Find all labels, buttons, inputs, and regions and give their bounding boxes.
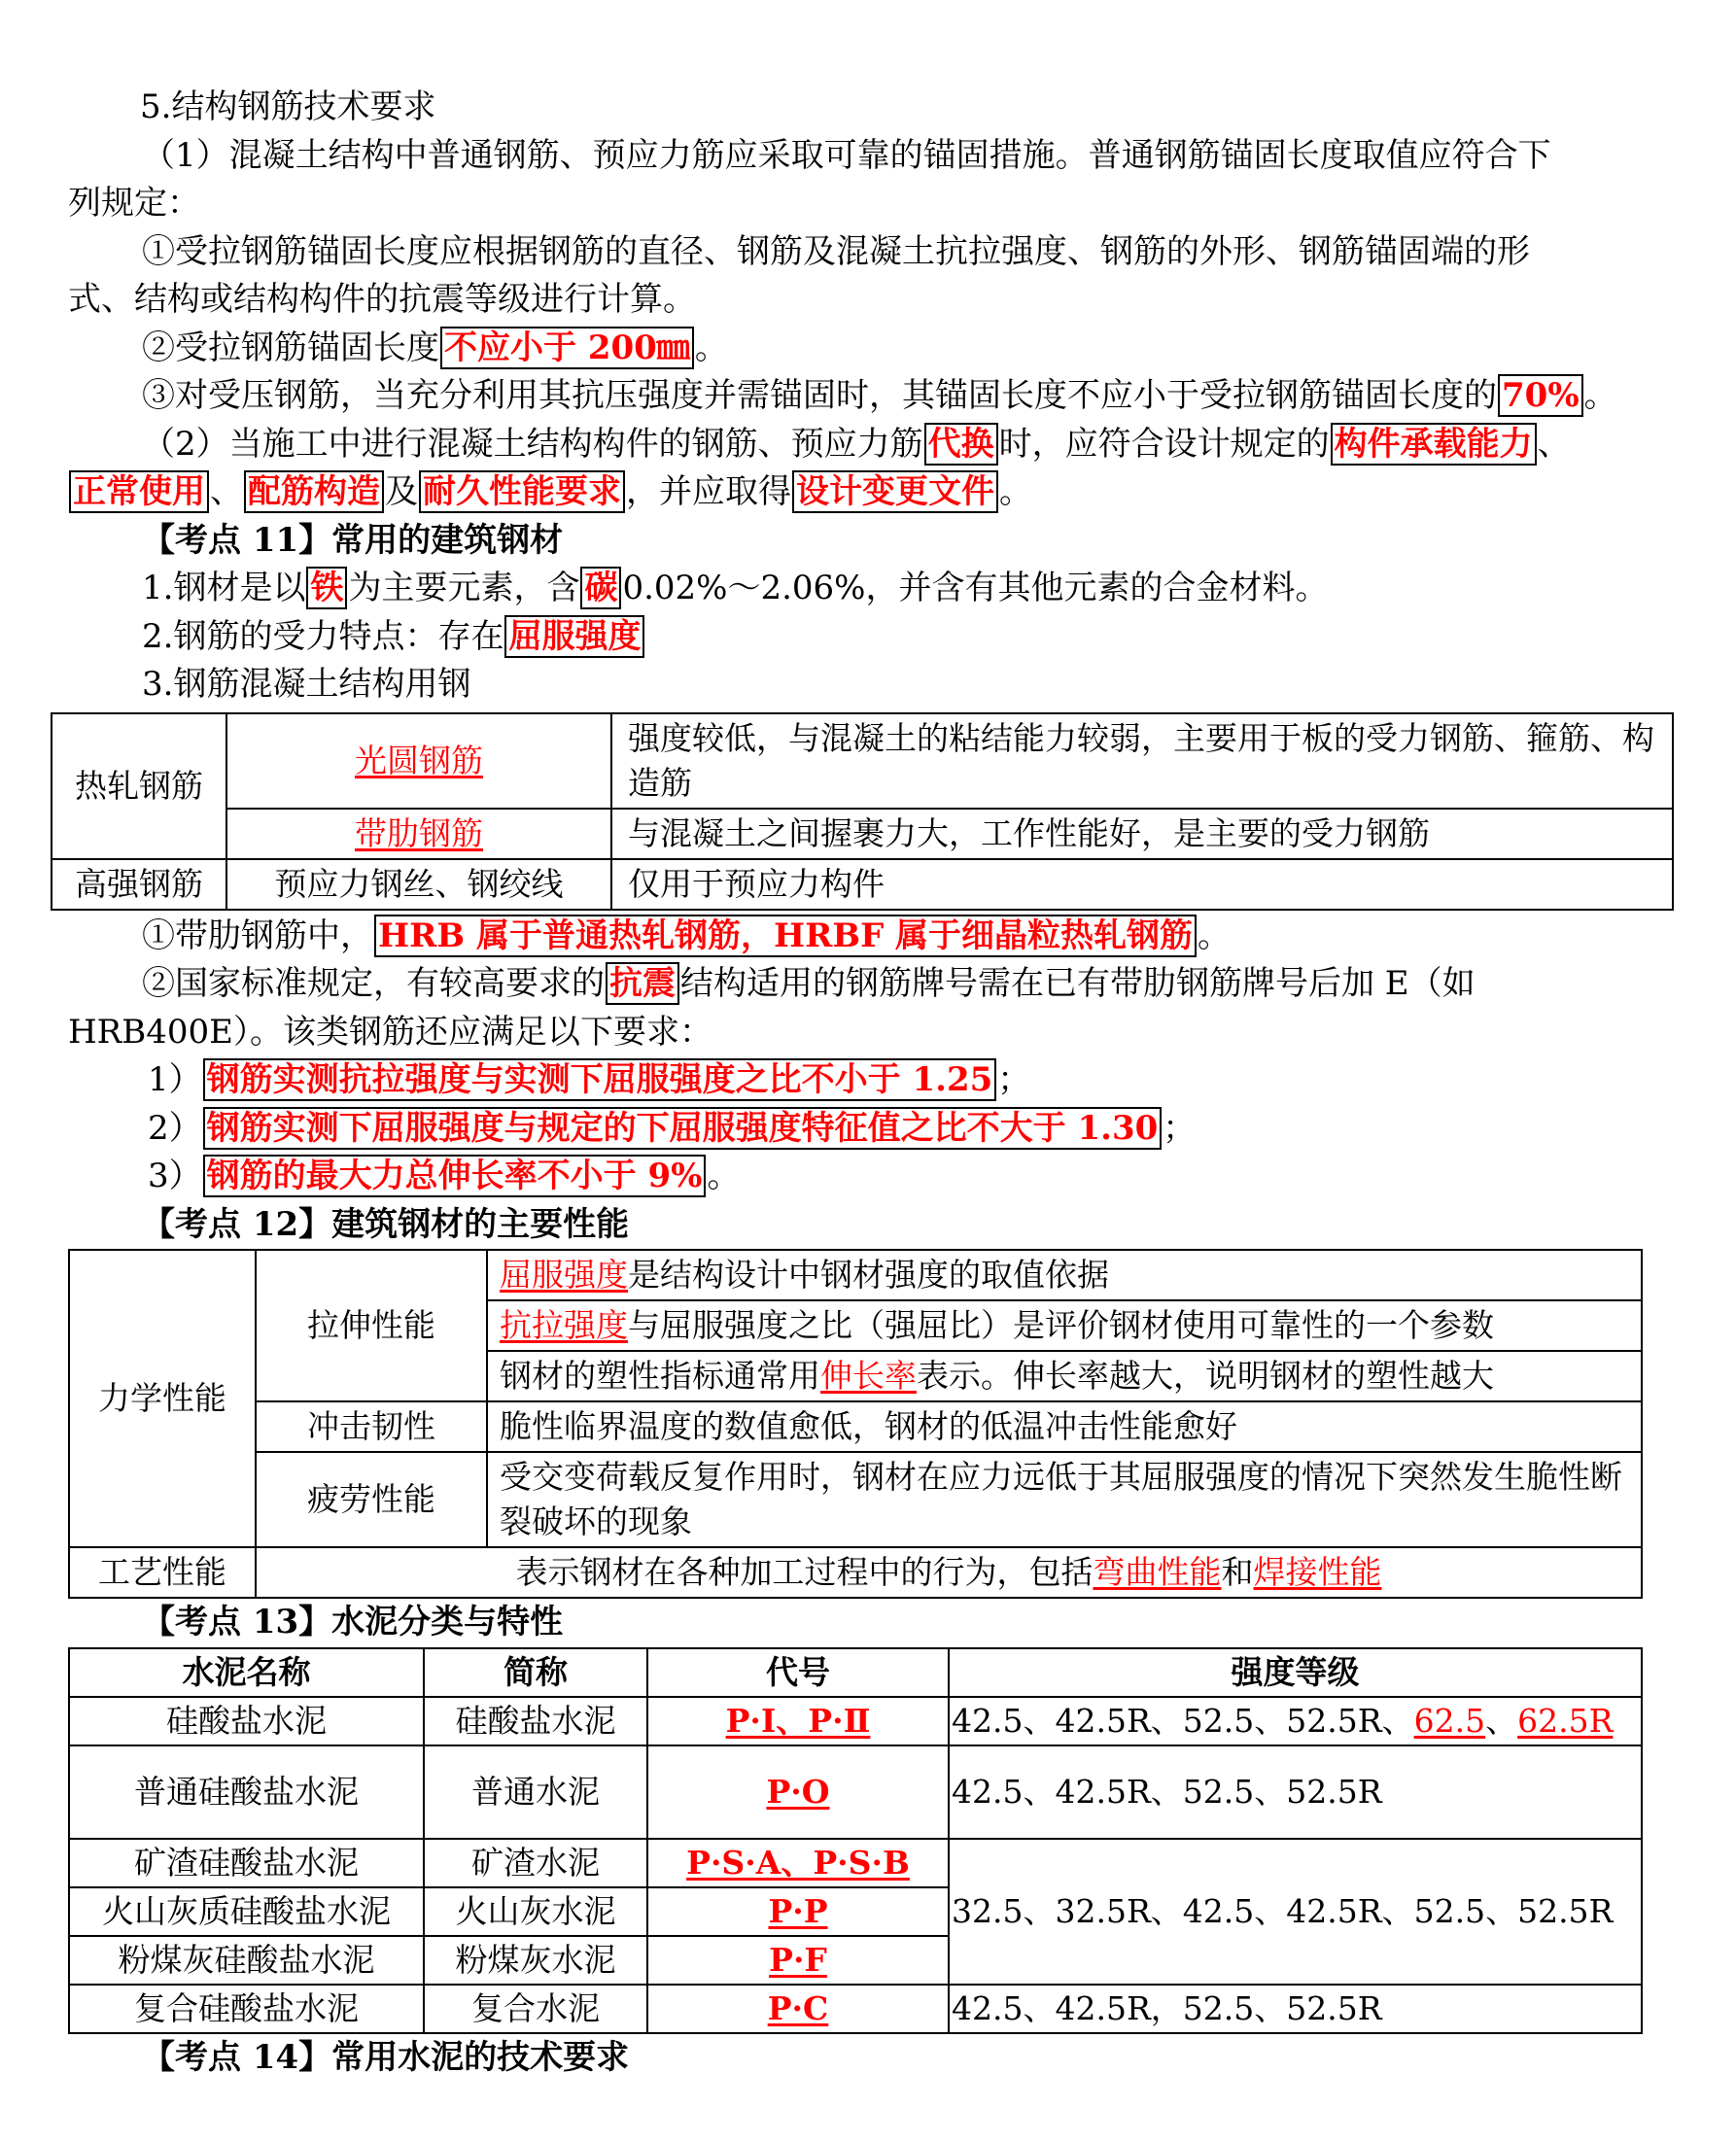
text: 。 <box>999 472 1032 511</box>
highlight: 不应小于 200㎜ <box>440 327 694 369</box>
list-item <box>68 1056 1682 1105</box>
table-cell <box>647 1745 949 1839</box>
steel-properties-table <box>68 1249 1643 1599</box>
text: P·O <box>766 1772 830 1811</box>
table-cell <box>226 809 611 859</box>
section-title: 5.结构钢筋技术要求 <box>140 87 436 126</box>
table-cell: 仅用于预应力构件 <box>611 859 1673 910</box>
steel-table <box>51 712 1674 911</box>
table-cell <box>647 1936 949 1985</box>
text: 42.5、42.5R、52.5、52.5R、 <box>952 1701 1414 1740</box>
paragraph <box>68 468 1682 517</box>
text: 表示。伸长率越大，说明钢材的塑性越大 <box>917 1357 1494 1395</box>
paragraph <box>68 960 1682 1009</box>
cement-table <box>68 1647 1643 2034</box>
column-header: 简称 <box>424 1648 647 1697</box>
highlight: 70% <box>1498 374 1583 417</box>
table-cell <box>647 1887 949 1936</box>
highlight: 钢筋实测抗拉强度与实测下屈服强度之比不小于 1.25 <box>203 1058 997 1101</box>
column-header: 代号 <box>647 1648 949 1697</box>
highlight: 耐久性能要求 <box>419 470 625 513</box>
table-cell <box>647 1839 949 1887</box>
text: 焊接性能 <box>1253 1553 1382 1591</box>
table-cell: 预应力钢丝、钢绞线 <box>226 859 611 910</box>
table-row <box>69 1985 1642 2033</box>
table-cell <box>487 1300 1642 1351</box>
paragraph: 列规定： <box>68 184 200 223</box>
table-cell: 硅酸盐水泥 <box>69 1697 424 1745</box>
highlight: 正常使用 <box>69 470 209 513</box>
text: 是结构设计中钢材强度的取值依据 <box>628 1256 1109 1294</box>
text: 和 <box>1221 1553 1254 1591</box>
table-cell: 热轧钢筋 <box>52 713 226 859</box>
text: 结构适用的钢筋牌号需在已有带肋钢筋牌号后加 E（如 <box>680 964 1476 1003</box>
paragraph: 式、结构或结构构件的抗震等级进行计算。 <box>68 280 696 319</box>
table-cell: 普通硅酸盐水泥 <box>69 1745 424 1839</box>
paragraph <box>68 565 1682 613</box>
table-cell: 42.5、42.5R、52.5、52.5R <box>949 1745 1642 1839</box>
highlight: 抗震 <box>606 962 679 1005</box>
text: 1.钢材是以 <box>142 569 306 607</box>
column-header: 水泥名称 <box>69 1648 424 1697</box>
text: ，并应取得 <box>626 472 791 511</box>
table-cell: 普通水泥 <box>424 1745 647 1839</box>
text: 。 <box>1198 916 1232 955</box>
paragraph <box>68 421 1682 469</box>
text: ②受拉钢筋锚固长度 <box>142 328 439 367</box>
table-cell: 与混凝土之间握裹力大，工作性能好，是主要的受力钢筋 <box>611 809 1673 859</box>
text: 钢材的塑性指标通常用 <box>500 1357 820 1395</box>
text: 。 <box>694 328 728 367</box>
highlight: 钢筋的最大力总伸长率不小于 9% <box>203 1155 707 1197</box>
highlight: 配筋构造 <box>244 470 384 513</box>
highlight: 构件承载能力 <box>1331 423 1537 466</box>
text: P·C <box>767 1988 829 2027</box>
table-cell: 力学性能 <box>69 1250 256 1547</box>
text: 光圆钢筋 <box>355 741 483 779</box>
text: 3） <box>148 1157 202 1195</box>
text: 带肋钢筋 <box>355 813 483 852</box>
text: P·F <box>769 1940 827 1979</box>
table-row <box>69 1697 1642 1745</box>
table-cell: 拉伸性能 <box>256 1250 487 1401</box>
paragraph: ①受拉钢筋锚固长度应根据钢筋的直径、钢筋及混凝土抗拉强度、钢筋的外形、钢筋锚固端的形 <box>142 231 1530 271</box>
text: 伸长率 <box>820 1357 917 1395</box>
text: 抗拉强度 <box>500 1306 628 1344</box>
text: 、 <box>1485 1701 1518 1740</box>
text: 弯曲性能 <box>1093 1553 1222 1591</box>
paragraph <box>68 613 1682 662</box>
table-cell: 疲劳性能 <box>256 1452 487 1547</box>
paragraph: 3.钢筋混凝土结构用钢 <box>142 665 471 704</box>
text: 0.02%～2.06%，并含有其他元素的合金材料。 <box>622 569 1329 607</box>
table-cell <box>647 1985 949 2033</box>
highlight: 碳 <box>580 567 621 609</box>
table-cell: 脆性临界温度的数值愈低，钢材的低温冲击性能愈好 <box>487 1401 1642 1452</box>
paragraph: HRB400E）。该类钢筋还应满足以下要求： <box>68 1012 712 1052</box>
table-cell <box>949 1697 1642 1745</box>
text: 。 <box>707 1157 741 1195</box>
table-cell: 强度较低，与混凝土的粘结能力较弱，主要用于板的受力钢筋、箍筋、构造筋 <box>611 713 1673 809</box>
text: P·Ⅰ、P·Ⅱ <box>725 1701 871 1740</box>
table-cell: 冲击韧性 <box>256 1401 487 1452</box>
highlight: 代换 <box>924 423 998 466</box>
list-item <box>68 1105 1682 1154</box>
table-cell: 42.5、42.5R，52.5、52.5R <box>949 1985 1642 2033</box>
text: ②国家标准规定，有较高要求的 <box>142 964 605 1003</box>
table-cell: 32.5、32.5R、42.5、42.5R、52.5、52.5R <box>949 1839 1642 1985</box>
text: 时，应符合设计规定的 <box>998 424 1330 464</box>
table-cell: 复合硅酸盐水泥 <box>69 1985 424 2033</box>
highlight: 屈服强度 <box>504 615 644 658</box>
table-cell: 粉煤灰水泥 <box>424 1936 647 1985</box>
paragraph <box>68 372 1682 421</box>
text: 表示钢材在各种加工过程中的行为，包括 <box>515 1553 1094 1591</box>
text: ③对受压钢筋，当充分利用其抗压强度并需锚固时，其锚固长度不应小于受拉钢筋锚固长度的 <box>142 376 1497 415</box>
table-cell: 受交变荷载反复作用时，钢材在应力远低于其屈服强度的情况下突然发生脆性断裂破坏的现象 <box>487 1452 1642 1547</box>
table-cell: 高强钢筋 <box>52 859 226 910</box>
table-cell: 矿渣硅酸盐水泥 <box>69 1839 424 1887</box>
text: 2.钢筋的受力特点：存在 <box>142 616 504 656</box>
document-page <box>68 84 1682 2082</box>
highlight: HRB 属于普通热轧钢筋，HRBF 属于细晶粒热轧钢筋 <box>374 915 1197 957</box>
section-heading: 【考点 12】建筑钢材的主要性能 <box>142 1204 630 1244</box>
section-heading: 【考点 11】常用的建筑钢材 <box>142 520 564 560</box>
section-heading: 【考点 14】常用水泥的技术要求 <box>142 2037 630 2077</box>
table-cell: 火山灰质硅酸盐水泥 <box>69 1887 424 1936</box>
table-cell: 复合水泥 <box>424 1985 647 2033</box>
table-cell <box>647 1697 949 1745</box>
text: P·P <box>768 1891 828 1930</box>
text: 与屈服强度之比（强屈比）是评价钢材使用可靠性的一个参数 <box>628 1306 1494 1344</box>
highlight: 铁 <box>306 567 347 609</box>
text: （2）当施工中进行混凝土结构构件的钢筋、预应力筋 <box>142 424 923 464</box>
table-cell: 火山灰水泥 <box>424 1887 647 1936</box>
table-cell: 工艺性能 <box>69 1547 256 1598</box>
table-cell <box>487 1351 1642 1401</box>
paragraph: （1）混凝土结构中普通钢筋、预应力筋应采取可靠的锚固措施。普通钢筋锚固长度取值应符合下 <box>142 135 1551 175</box>
text: 1） <box>148 1060 202 1099</box>
table-cell <box>487 1250 1642 1300</box>
text: 62.5 <box>1413 1701 1486 1740</box>
text: P·S·A、P·S·B <box>686 1843 910 1882</box>
highlight: 设计变更文件 <box>792 470 998 513</box>
text: 2） <box>148 1108 202 1148</box>
table-row <box>69 1745 1642 1839</box>
text: ； <box>1163 1108 1197 1148</box>
text: 及 <box>385 472 418 511</box>
highlight: 钢筋实测下屈服强度与规定的下屈服强度特征值之比不大于 1.30 <box>203 1107 1163 1150</box>
text: 、 <box>210 472 243 511</box>
table-row <box>69 1839 1642 1887</box>
text: ； <box>997 1060 1031 1099</box>
section-heading: 【考点 13】水泥分类与特性 <box>142 1603 564 1641</box>
table-cell <box>256 1547 1642 1598</box>
paragraph <box>68 325 1682 373</box>
text: 为主要元素，含 <box>348 569 580 607</box>
list-item <box>68 1153 1682 1201</box>
text: ①带肋钢筋中， <box>142 916 373 955</box>
text: 、 <box>1537 424 1571 464</box>
table-cell: 硅酸盐水泥 <box>424 1697 647 1745</box>
column-header: 强度等级 <box>949 1648 1642 1697</box>
text: 62.5R <box>1517 1701 1614 1740</box>
table-cell: 矿渣水泥 <box>424 1839 647 1887</box>
table-cell: 粉煤灰硅酸盐水泥 <box>69 1936 424 1985</box>
text: 。 <box>1583 376 1617 415</box>
text: 屈服强度 <box>500 1256 628 1294</box>
paragraph <box>68 913 1682 961</box>
table-cell <box>226 713 611 809</box>
